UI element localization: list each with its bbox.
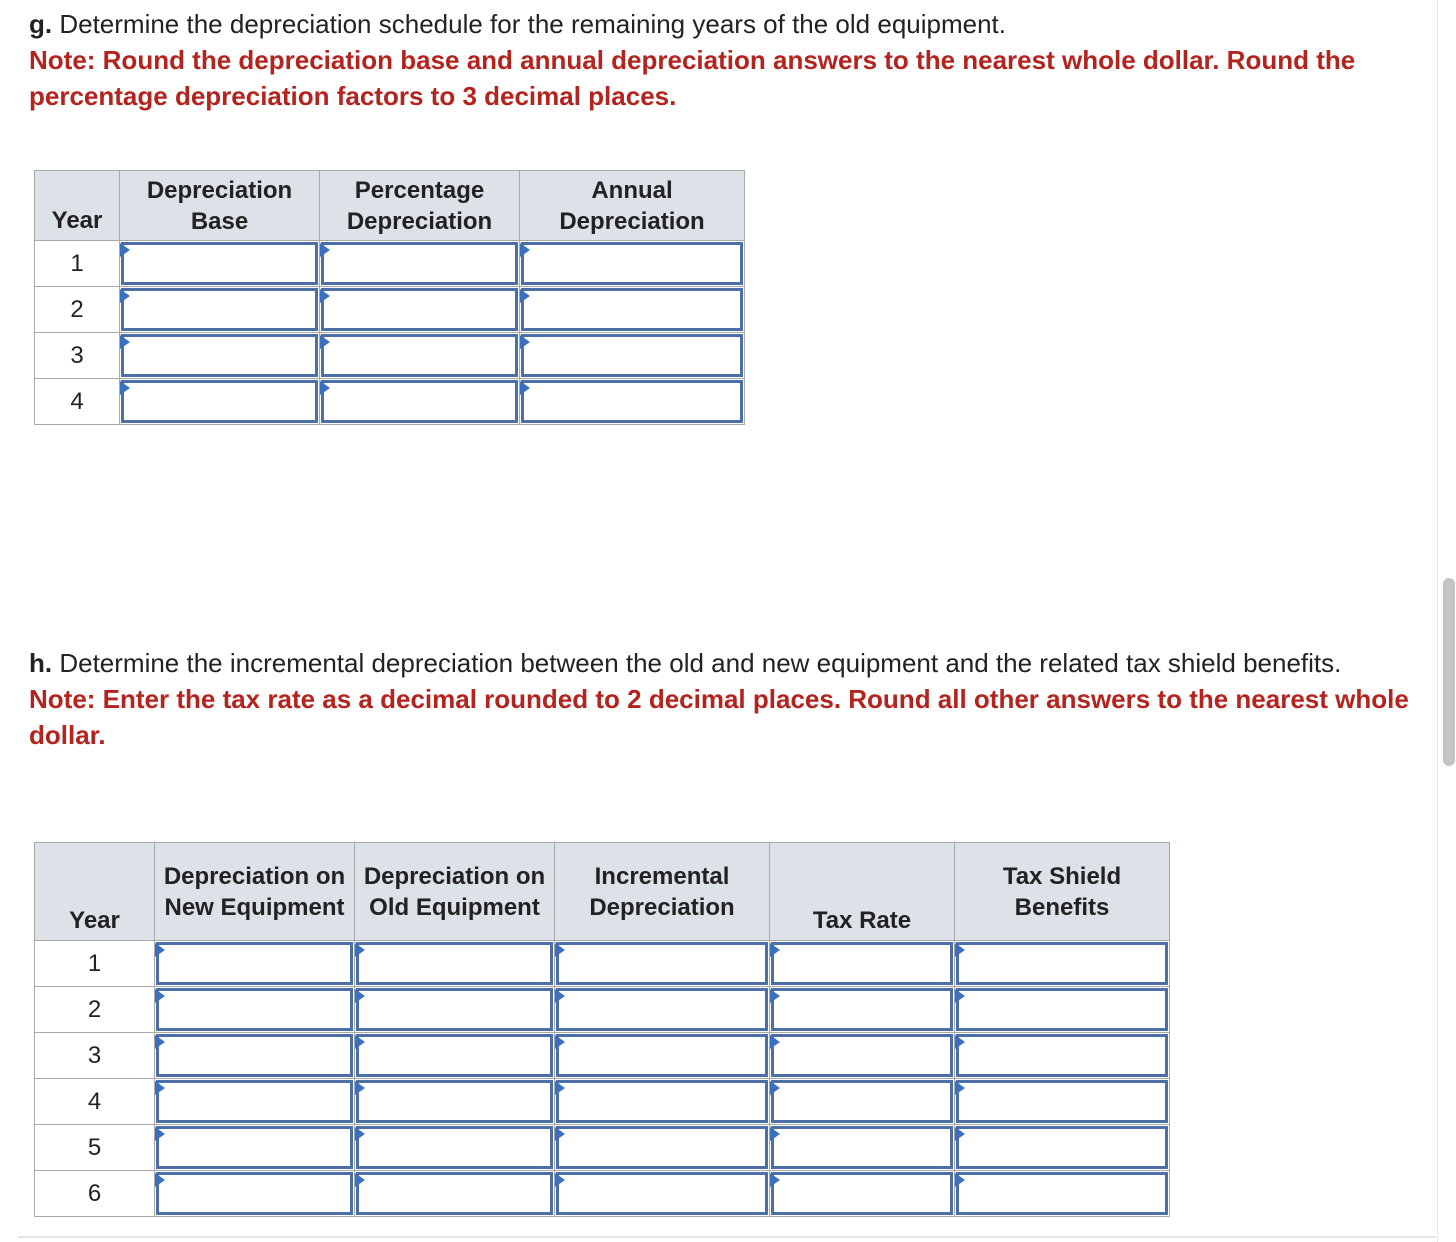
header-annual-depreciation: Annual Depreciation [520,171,745,241]
table-row [35,333,745,379]
depreciation-new-cell [155,941,355,987]
header-percentage-depreciation: Percentage Depreciation [320,171,520,241]
tax-shield-benefits-input[interactable] [956,988,1168,1031]
dropdown-flag-icon[interactable] [355,1035,365,1049]
tax-rate-cell [770,987,955,1033]
incremental-depreciation-input[interactable] [556,1126,768,1169]
depreciation-old-input[interactable] [356,1126,553,1169]
tax-rate-input[interactable] [771,1080,953,1123]
tax-shield-benefits-input[interactable] [956,942,1168,985]
depreciation-old-cell [355,1171,555,1217]
depreciation-new-input[interactable] [156,1126,353,1169]
depreciation-old-input[interactable] [356,942,553,985]
depreciation-new-input[interactable] [156,988,353,1031]
dropdown-flag-icon[interactable] [770,943,780,957]
tax-shield-benefits-cell [955,987,1170,1033]
percentage-depreciation-cell [320,287,520,333]
dropdown-flag-icon[interactable] [555,943,565,957]
annual-depreciation-cell [520,241,745,287]
dropdown-flag-icon[interactable] [355,943,365,957]
incremental-depreciation-cell [555,941,770,987]
tax-shield-benefits-input[interactable] [956,1034,1168,1077]
question-g-text: Determine the depreciation schedule for the remaining years of the old equipment. [52,9,1006,39]
table-row [35,1079,1170,1125]
dropdown-flag-icon[interactable] [520,335,530,349]
year-cell: 3 [35,1033,155,1079]
depreciation-old-input[interactable] [356,988,553,1031]
year-cell: 5 [35,1125,155,1171]
dropdown-flag-icon[interactable] [120,243,130,257]
depreciation-base-input[interactable] [121,242,318,285]
depreciation-new-cell [155,987,355,1033]
dropdown-flag-icon[interactable] [155,943,165,957]
question-h-text: Determine the incremental depreciation between the old and new equipment and the related tax shield benefits. [52,648,1342,678]
incremental-depreciation-cell [555,987,770,1033]
depreciation-new-input[interactable] [156,1080,353,1123]
incremental-depreciation-cell [555,1079,770,1125]
depreciation-new-input[interactable] [156,1034,353,1077]
depreciation-new-cell [155,1033,355,1079]
depreciation-old-cell [355,1125,555,1171]
year-cell: 6 [35,1171,155,1217]
depreciation-base-cell [120,241,320,287]
depreciation-new-input[interactable] [156,942,353,985]
incremental-depreciation-input[interactable] [556,1172,768,1215]
depreciation-schedule-table [34,170,745,425]
tax-shield-benefits-input[interactable] [956,1080,1168,1123]
bottom-divider [18,1236,1436,1238]
question-g-note: Note: Round the depreciation base and annual depreciation answers to the nearest whole dollar. Round the percentage depreciation factors to 3 decimal places. [29,45,1356,111]
year-cell: 3 [35,333,120,379]
dropdown-flag-icon[interactable] [955,989,965,1003]
depreciation-base-cell [120,333,320,379]
tax-rate-cell [770,941,955,987]
depreciation-old-cell [355,1079,555,1125]
tax-shield-benefits-cell [955,941,1170,987]
header-depreciation-old: Depreciation on Old Equipment [355,843,555,941]
depreciation-new-cell [155,1171,355,1217]
percentage-depreciation-input[interactable] [321,380,518,423]
year-cell: 4 [35,1079,155,1125]
dropdown-flag-icon[interactable] [555,1081,565,1095]
dropdown-flag-icon[interactable] [955,943,965,957]
dropdown-flag-icon[interactable] [320,381,330,395]
dropdown-flag-icon[interactable] [355,1081,365,1095]
annual-depreciation-input[interactable] [521,334,743,377]
dropdown-flag-icon[interactable] [355,989,365,1003]
tax-shield-benefits-input[interactable] [956,1172,1168,1215]
table-row [35,287,745,333]
question-g [29,6,1429,114]
dropdown-flag-icon[interactable] [770,1081,780,1095]
scrollbar-thumb[interactable] [1443,578,1455,766]
year-cell: 1 [35,941,155,987]
table-row [35,241,745,287]
dropdown-flag-icon[interactable] [520,381,530,395]
dropdown-flag-icon[interactable] [555,1173,565,1187]
depreciation-new-cell [155,1079,355,1125]
question-h [29,645,1429,753]
tax-shield-benefits-input[interactable] [956,1126,1168,1169]
incremental-depreciation-input[interactable] [556,1034,768,1077]
depreciation-base-input[interactable] [121,380,318,423]
tax-shield-benefits-cell [955,1079,1170,1125]
dropdown-flag-icon[interactable] [355,1127,365,1141]
dropdown-flag-icon[interactable] [120,335,130,349]
year-cell: 2 [35,987,155,1033]
annual-depreciation-cell [520,287,745,333]
header-year: Year [35,171,120,241]
annual-depreciation-input[interactable] [521,288,743,331]
tax-rate-input[interactable] [771,1034,953,1077]
dropdown-flag-icon[interactable] [355,1173,365,1187]
dropdown-flag-icon[interactable] [155,1081,165,1095]
depreciation-base-input[interactable] [121,288,318,331]
question-h-letter: h. [29,648,53,678]
question-h-note: Note: Enter the tax rate as a decimal rounded to 2 decimal places. Round all other answers to the nearest whole dollar. [29,684,1409,750]
tax-shield-benefits-cell [955,1125,1170,1171]
dropdown-flag-icon[interactable] [770,1173,780,1187]
incremental-depreciation-input[interactable] [556,1080,768,1123]
year-cell: 4 [35,379,120,425]
dropdown-flag-icon[interactable] [555,989,565,1003]
depreciation-base-cell [120,287,320,333]
annual-depreciation-input[interactable] [521,242,743,285]
tax-rate-input[interactable] [771,942,953,985]
dropdown-flag-icon[interactable] [955,1127,965,1141]
header-depreciation-new: Depreciation on New Equipment [155,843,355,941]
dropdown-flag-icon[interactable] [555,1035,565,1049]
table-row [35,379,745,425]
depreciation-old-input[interactable] [356,1034,553,1077]
incremental-depreciation-cell [555,1125,770,1171]
tax-rate-cell [770,1125,955,1171]
depreciation-old-cell [355,987,555,1033]
header-tax-rate: Tax Rate [770,843,955,941]
table-row [35,987,1170,1033]
depreciation-base-cell [120,379,320,425]
percentage-depreciation-cell [320,333,520,379]
year-cell: 2 [35,287,120,333]
dropdown-flag-icon[interactable] [770,1127,780,1141]
table-row [35,1033,1170,1079]
header-incremental-depreciation: Incremental Depreciation [555,843,770,941]
dropdown-flag-icon[interactable] [320,243,330,257]
tax-rate-cell [770,1033,955,1079]
dropdown-flag-icon[interactable] [770,1035,780,1049]
tax-shield-benefits-cell [955,1033,1170,1079]
dropdown-flag-icon[interactable] [955,1035,965,1049]
header-depreciation-base: Depreciation Base [120,171,320,241]
annual-depreciation-input[interactable] [521,380,743,423]
dropdown-flag-icon[interactable] [120,381,130,395]
dropdown-flag-icon[interactable] [155,989,165,1003]
dropdown-flag-icon[interactable] [520,243,530,257]
dropdown-flag-icon[interactable] [155,1035,165,1049]
header-tax-shield-benefits: Tax Shield Benefits [955,843,1170,941]
depreciation-base-input[interactable] [121,334,318,377]
annual-depreciation-cell [520,379,745,425]
header-year: Year [35,843,155,941]
depreciation-old-input[interactable] [356,1172,553,1215]
dropdown-flag-icon[interactable] [955,1081,965,1095]
percentage-depreciation-input[interactable] [321,242,518,285]
tax-shield-benefits-cell [955,1171,1170,1217]
table-row [35,941,1170,987]
percentage-depreciation-input[interactable] [321,288,518,331]
tax-rate-cell [770,1171,955,1217]
depreciation-new-cell [155,1125,355,1171]
dropdown-flag-icon[interactable] [120,289,130,303]
incremental-depreciation-input[interactable] [556,942,768,985]
tax-rate-input[interactable] [771,1126,953,1169]
dropdown-flag-icon[interactable] [770,989,780,1003]
annual-depreciation-cell [520,333,745,379]
tax-rate-cell [770,1079,955,1125]
dropdown-flag-icon[interactable] [555,1127,565,1141]
depreciation-new-input[interactable] [156,1172,353,1215]
dropdown-flag-icon[interactable] [320,289,330,303]
incremental-depreciation-cell [555,1033,770,1079]
dropdown-flag-icon[interactable] [955,1173,965,1187]
dropdown-flag-icon[interactable] [155,1127,165,1141]
dropdown-flag-icon[interactable] [520,289,530,303]
incremental-depreciation-cell [555,1171,770,1217]
table-row [35,1171,1170,1217]
question-g-letter: g. [29,9,53,39]
dropdown-flag-icon[interactable] [155,1173,165,1187]
tax-rate-input[interactable] [771,1172,953,1215]
tax-rate-input[interactable] [771,988,953,1031]
dropdown-flag-icon[interactable] [320,335,330,349]
table-row [35,1125,1170,1171]
percentage-depreciation-input[interactable] [321,334,518,377]
percentage-depreciation-cell [320,241,520,287]
depreciation-old-cell [355,941,555,987]
incremental-depreciation-input[interactable] [556,988,768,1031]
depreciation-old-input[interactable] [356,1080,553,1123]
depreciation-old-cell [355,1033,555,1079]
year-cell: 1 [35,241,120,287]
incremental-depreciation-table [34,842,1170,1217]
percentage-depreciation-cell [320,379,520,425]
